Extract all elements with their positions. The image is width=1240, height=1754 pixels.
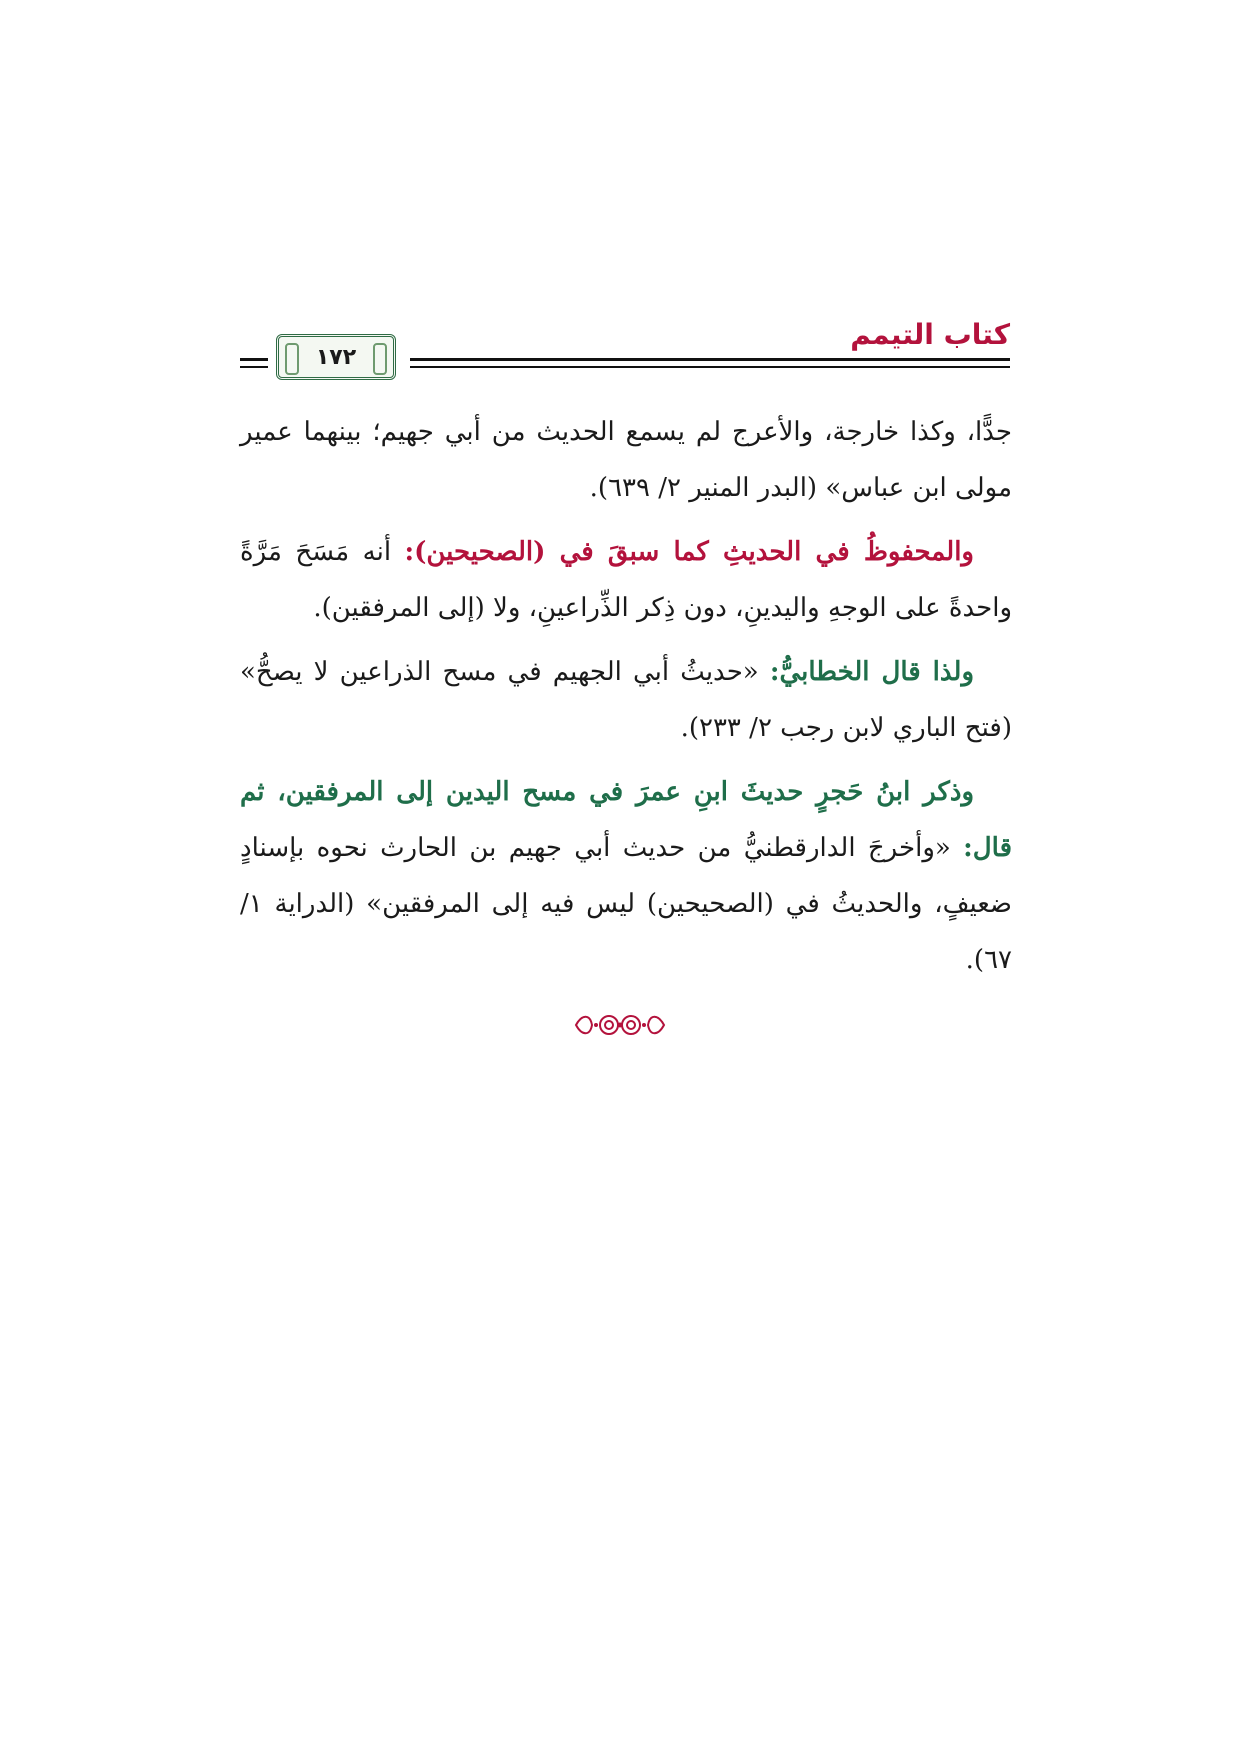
paragraph-3 — [240, 644, 1012, 756]
page-header — [240, 312, 1010, 384]
text-segment: أنه مَسَحَ مَرَّةً واحدةً على الوجهِ واليدينِ، دون ذِكر الذِّراعينِ، ولا (إلى المرفقين). — [240, 537, 1012, 623]
ornament-flourish-icon — [570, 1008, 670, 1042]
running-title: كتاب التيمم — [850, 318, 1010, 351]
green-heading: وذكر ابنُ حَجرٍ حديثَ ابنِ عمرَ في مسح اليدين إلى المرفقين، ثم قال: — [240, 777, 1012, 863]
paragraph-4 — [240, 764, 1012, 988]
page-number: ١٧٢ — [315, 344, 357, 370]
main-text — [240, 404, 1012, 996]
page-number-frame — [276, 334, 396, 380]
text-segment: «وأخرجَ الدارقطنيُّ من حديث أبي جهيم بن الحارث نحوه بإسنادٍ ضعيفٍ، والحديثُ في (الصحيحين) ليس فيه إلى المرفقين» (الدراية ١/ ٦٧). — [240, 833, 1012, 975]
text-segment: جدًّا، وكذا خارجة، والأعرج لم يسمع الحديث من أبي جهيم؛ بينهما عمير مولى ابن عباس» (البدر المنير ٢/ ٦٣٩). — [240, 417, 1012, 503]
header-rule-left-top — [240, 358, 268, 361]
header-rule-bottom — [410, 366, 1010, 368]
text-segment: «حديثُ أبي الجهيم في مسح الذراعين لا يصحُّ» (فتح الباري لابن رجب ٢/ ٢٣٣). — [240, 657, 1012, 743]
header-rule-top — [410, 358, 1010, 361]
paragraph-1 — [240, 404, 1012, 516]
green-heading: ولذا قال الخطابيُّ: — [769, 657, 974, 687]
end-ornament — [0, 1008, 1240, 1046]
red-heading: والمحفوظُ في الحديثِ كما سبقَ في (الصحيحين): — [404, 537, 974, 567]
header-rule-left-bottom — [240, 366, 268, 368]
paragraph-2 — [240, 524, 1012, 636]
